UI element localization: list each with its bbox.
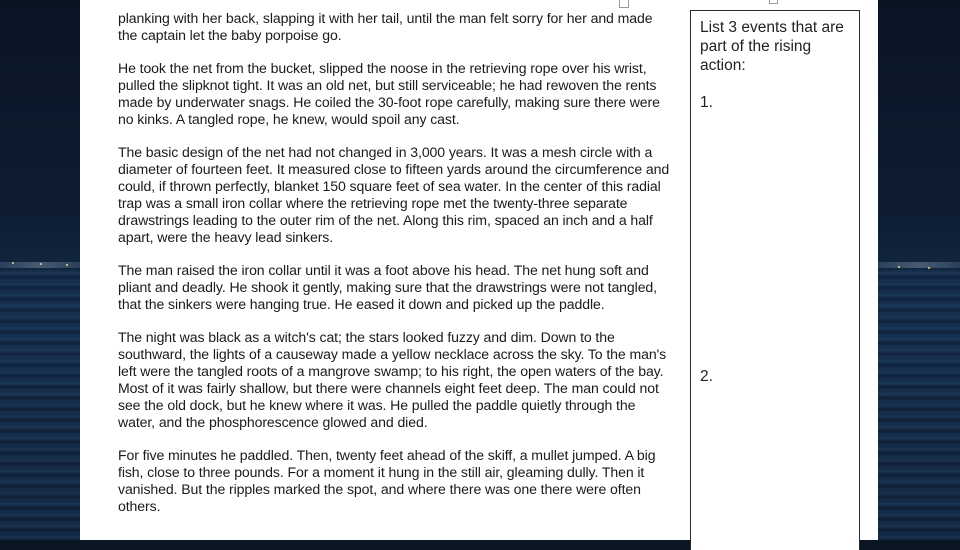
paragraph: planking with her back, slapping it with her tail, until the man felt sorry for her and made the captain let the baby porpoise go. (118, 10, 653, 43)
background-right-night-sea (878, 0, 960, 540)
question-text-box[interactable] (690, 10, 860, 550)
paragraph: The man raised the iron collar until it was a foot above his head. The net hung soft and pliant and deadly. He shook it gently, making sure that the drawstrings were not tangled, that the sinkers were hanging true. He eased it down and picked up the paddle. (118, 262, 657, 312)
water-left (0, 270, 80, 540)
answer-number-2: 2. (700, 368, 713, 385)
resize-handle[interactable] (769, 0, 778, 4)
story-text (118, 10, 670, 531)
causeway-light (66, 264, 68, 266)
resize-handle[interactable] (619, 0, 629, 8)
background-left-night-sea (0, 0, 80, 540)
causeway-horizon-right (878, 262, 960, 268)
causeway-light (40, 263, 42, 265)
paragraph: The night was black as a witch's cat; the stars looked fuzzy and dim. Down to the southward, the lights of a causeway made a yellow necklace across the sky. To the man's left were the tangled roots of a mangrove swamp; to his right, the open waters of the bay. Most of it was fairly shallow, but there were channels eight feet deep. The man could not see the old dock, but he knew where it was. He pulled the paddle quietly through the water, and the phosphorescence glowed and died. (118, 329, 667, 430)
paragraph: The basic design of the net had not changed in 3,000 years. It was a mesh circle with a diameter of fourteen feet. It measured close to fifteen yards around the circumference and could, if thrown perfectly, blanket 150 square feet of sea water. In the center of this radial trap was a small iron collar where the retrieving rope met the twenty-three separate drawstrings leading to the outer rim of the net. Along this rim, spaced an inch and a half apart, were the heavy lead sinkers. (118, 144, 670, 245)
paragraph: He took the net from the bucket, slipped the noose in the retrieving rope over his wrist, pulled the slipknot tight. It was an old net, but still serviceable; he had rewoven the rents made by underwater snags. He coiled the 30-foot rope carefully, making sure there were no kinks. A tangled rope, he knew, would spoil any cast. (118, 60, 660, 127)
causeway-light (12, 262, 14, 264)
causeway-light (898, 266, 900, 268)
water-right (878, 270, 960, 540)
paragraph: For five minutes he paddled. Then, twenty feet ahead of the skiff, a mullet jumped. A big fish, close to three pounds. For a moment it hung in the still air, gleaming dully. Then it vanished. But the ripples marked the spot, and where there was one there were often others. (118, 447, 656, 514)
question-prompt: List 3 events that are part of the rising action: (700, 19, 844, 74)
causeway-light (928, 267, 930, 269)
answer-number-1: 1. (700, 94, 713, 111)
